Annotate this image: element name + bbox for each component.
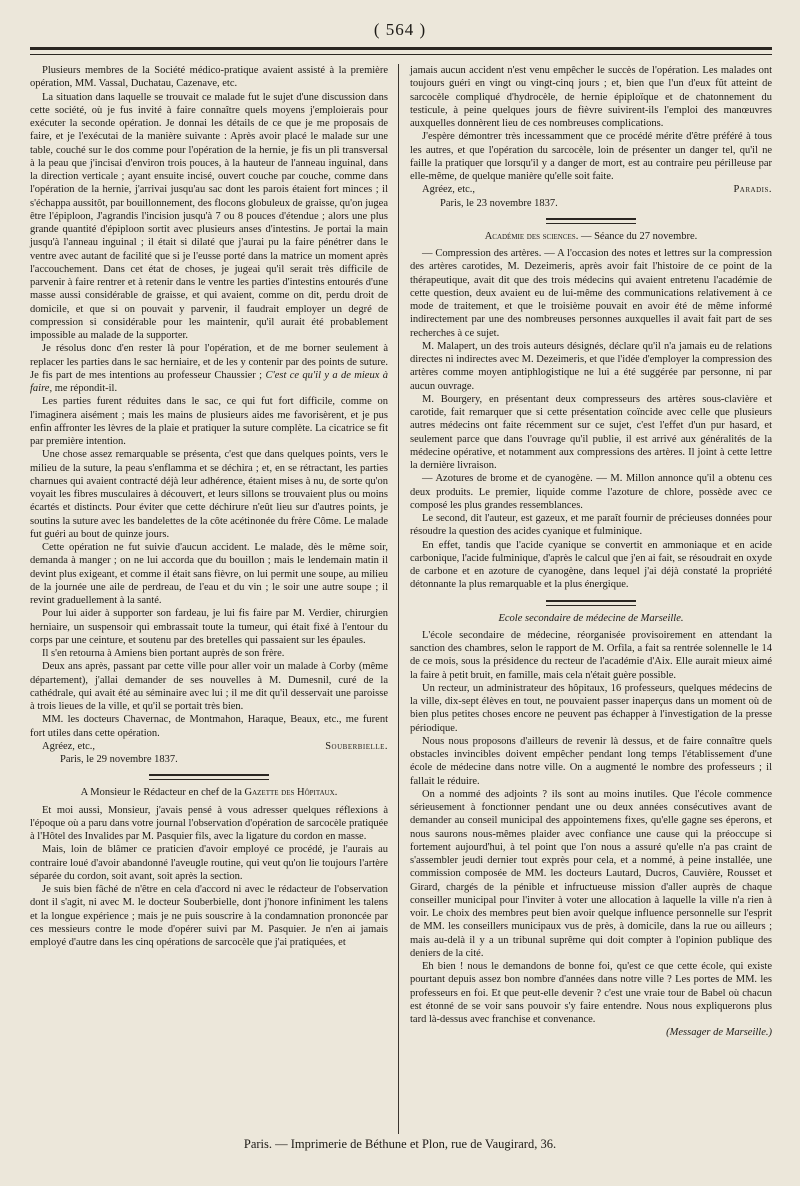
signature-line	[410, 183, 772, 196]
section-separator	[149, 774, 269, 780]
right-paragraph: Nous nous proposons d'ailleurs de revenir là dessus, et de faire connaître quels obstacles invincibles doivent empêcher pendant long temps l'établissement d'une école de médecine dans notre ville. On a augmenté le nombre des professeurs ; il fallait le réduire.	[410, 735, 772, 787]
right-paragraph: M. Bourgery, en présentant deux compresseurs des artères sous-clavière et carotide, fait remarquer que si cette présentation coïncide avec celle que plusieurs autres médecins ont faite récemment sur ce sujet, c'est l'effet d'un pur hasard, et seulement parce que dans l'ouvrage qu'il publie, il est arrivé aux généralités de la médecine opérative, et notamment aux compressions des artères. Il joint à cette lettre la dernière livraison.	[410, 393, 772, 471]
signature-line	[30, 740, 388, 753]
column-divider	[398, 64, 399, 1134]
text-run: Je résolus donc d'en rester là pour l'opération, et de me borner seulement à replacer les parties dans le sac herniaire, et de les y contenir par des points de suture. Je fis part de mes intentions au professeur Chaussier ;	[30, 343, 388, 381]
page-number: ( 564 )	[373, 20, 427, 39]
academie-heading	[410, 230, 772, 243]
source-citation: (Messager de Marseille.)	[666, 1027, 772, 1039]
left-paragraph: La situation dans laquelle se trouvait ce malade fut le sujet d'une discussion dans cette société, où je fus invité à faire connaître quels moyens j'emploierais pour exécuter la seconde opération. Je donnai les détails de ce que je me proposais de faire, et je l'exécutai de la manière suivante : Après avoir placé le malade sur une table, couché sur le dos comme pour l'opération de la hernie, je fis un pli transversal à la peau que j'incisai d'environ trois pouces, à la hauteur de l'anneau inguinal, dans la direction verticale ; ayant ensuite incisé, ouvert couche par couche, comme dans l'opération de la hernie, j'arrivai jusqu'au sac dont les parois étaient fort minces ; il s'échappa aussitôt, par bouillonnement, des flocons globuleux de graisse, qu'on jugea être l'épiploon, J'agrandis l'incision jusqu'à 7 ou 8 pouces d'étendue ; alors une plus grande quantité d'épiploon sortit avec plusieurs anses d'intestins. Je portai la main jusqu'à l'anneau inguinal ; il était si dilaté que j'aurai pu la faire pénétrer dans le ventre avec autant de facilité que si je l'eusse porté dans la matrice un moment après l'accouchement. Dans cet état de choses, je jugeai qu'il serait très difficile de parvenir à faire rentrer et à retenir dans le ventre les parties d'intestins entourés d'une masse aussi considérable de graisse, et qui avaient, comme on dit, perdu droit de domicile, et que si on pouvait y parvenir, il faudrait employer un degré de compression si considérable pour les maintenir, qu'il aurait été probablement impossible au malade de la supporter.	[30, 91, 388, 341]
right-paragraph: M. Malapert, un des trois auteurs désignés, déclare qu'il n'a jamais eu de relations directes ni indirectes avec M. Dezeimeris, et que l'idée d'employer la compression des artères comme moyen antiphlogistique ne lui a été suggérée par personne, ni par aucun ouvrage.	[410, 340, 772, 392]
heading-text: A Monsieur le Rédacteur en chef de la	[80, 787, 245, 799]
date-line: Paris, le 23 novembre 1837.	[440, 197, 558, 209]
right-paragraph: — Azotures de brome et de cyanogène. — M. Millon annonce qu'il a obtenu ces deux produits. Le premier, liquide comme l'azoture de chlore, possède avec ce composé les plus grandes ressemblances.	[410, 473, 772, 511]
section-separator	[546, 218, 636, 224]
heading-journal-name: Gazette des Hôpitaux.	[244, 787, 338, 799]
right-paragraph: L'école secondaire de médecine, réorganisée provisoirement en attendant la sanction des chambres, selon le rapport de M. Orfila, a fait sa rentrée solennelle le 14 de ce mois, sous la présidence du recteur de l'académie d'Aix. Elle aurait mieux aimé la faire à petit bruit, en famille, mais cela n'était guère possible.	[410, 629, 772, 681]
section-separator	[546, 600, 636, 606]
top-rule	[30, 47, 772, 55]
closing-text: Agréez, etc.,	[422, 184, 476, 196]
date-line: Paris, le 29 novembre 1837.	[60, 754, 178, 765]
letter-heading	[30, 786, 388, 799]
author-signature: Paradis.	[733, 184, 772, 196]
left-paragraph: Plusieurs membres de la Société médico-pratique avaient assisté à la première opération, MM. Vassal, Duchatau, Cazenave, etc.	[30, 65, 388, 90]
right-paragraph: Un recteur, un administrateur des hôpitaux, 16 professeurs, quelques médecins de la ville, dix-sept élèves en tout, ne pouvaient passer inaperçus dans un moment où de bien plus petites choses encore ne peuvent pas échapper à l'investigation de la presse périodique.	[410, 682, 772, 734]
left-paragraph: Il s'en retourna à Amiens bien portant auprès de son frère.	[42, 648, 285, 659]
text-run: me répondit-il.	[52, 383, 118, 394]
right-paragraph: jamais aucun accident n'est venu empêcher le succès de l'opération. Les malades ont toujours guéri en vingt ou vingt-cinq jours ; et, bien que l'un d'eux fût atteint de sarcocèle compliqué d'hydrocèle, de hernie épiploïque et de chatonnement du testicule, à peine quelques jours de fièvre suivirent-ils l'emploi des manœuvres auxquelles donnèrent lieu de ces nombreuses complications.	[410, 65, 772, 129]
right-paragraph: En effet, tandis que l'acide cyanique se convertit en ammoniaque et en acide carbonique, l'acide fulminique, d'après le calcul que j'en ai fait, se résoudrait en oxyde de carbone et en azoture de cyanogène, dans lequel j'ai déjà constaté la propriété détonnante la plus remarquable et la plus énergique.	[410, 539, 772, 591]
right-paragraph: J'espère démontrer très incessamment que ce procédé mérite d'être préféré à tous les autres, et que l'opération du sarcocèle, loin de présenter un danger tel, qu'il ne faille la pratiquer que lorsqu'il y a danger de mort, est au contraire peu périlleuse par elle-même, de quelque manière qu'elle soit faite.	[410, 131, 772, 182]
left-paragraph: Et moi aussi, Monsieur, j'avais pensé à vous adresser quelques réflexions à l'époque où a paru dans votre journal l'observation d'opération de sarcocèle pratiquée à l'Hôtel des Invalides par M. Pasquier fils, avec la ligature du cordon en masse.	[30, 804, 388, 842]
right-column	[410, 64, 772, 1040]
right-paragraph: — Compression des artères. — A l'occasion des notes et lettres sur la compression des artères carotides, M. Dezeimeris, après avoir fait l'histoire de ce point de la thérapeutique, avait dit que des trois médecins qui avaient entretenu l'académie de cette question, deux avaient eu de lui-même des communications relativement à ce mode de traitement, et que le troisième pouvait en avoir été de même informé indirectement par une des nombreuses personnes auxquelles il avait fait part de ses recherches à ce sujet.	[410, 248, 772, 339]
quote-text: C'est ce qu'il y a de mieux à faire,	[30, 369, 388, 394]
right-paragraph: On a nommé des adjoints ? ils sont au moins inutiles. Que l'école commence sérieusement à fonctionner pendant une ou deux années consécutives avant de demander au conseil municipal des appointemens fixes, qu'elle gagne ses éperons, et nous saurons nous-mêmes plaider avec confiance une cause qui la préoccupe si fortement aujourd'hui, à tel point que l'on nous a assuré qu'elle n'a pas craint de s'assembler jeudi dernier tout exprès pour cela, et a nommé, à peine installée, une commission composée de MM. les docteurs Lautard, Ducros, Cauvière, Rousset et Girard, chargés de la pénible et infructueuse mission d'aller auprès de chaque conseiller municipal pour l'inviter à voter une allocation à laquelle la ville n'a rien à voir. Le choix des membres peut bien avoir quelque influence personnelle sur l'esprit de MM. les conseillers municipaux vus de près, à domicile, dans la rue ou ailleurs ; mais au-delà il y a un tribunal suprême qui doit compter à l'opinion publique des deniers de la cité.	[410, 788, 772, 959]
left-paragraph: MM. les docteurs Chavernac, de Montmahon, Haraque, Beaux, etc., me furent fort utiles dans cette opération.	[30, 714, 388, 739]
left-paragraph: Pour lui aider à supporter son fardeau, je lui fis faire par M. Verdier, chirurgien herniaire, un suspensoir qui embrassait toute la tumeur, qui était fixé à l'entour du corps par une ceinture, et soutenu par des bretelles qui passaient sur les épaules.	[30, 608, 388, 646]
right-paragraph: Eh bien ! nous le demandons de bonne foi, qu'est ce que cette école, qui existe pourtant depuis assez bon nombre d'années dans notre ville ? Les portes de MM. les professeurs en foi. Et que peut-elle devenir ? c'est une vraie tour de Babel où chacun est étonné de se voir sans pouvoir s'y faire entendre. Nous nous expliquerons plus tard là-dessus avec franchise et convenance.	[410, 961, 772, 1025]
left-paragraph: Les parties furent réduites dans le sac, ce qui fut fort difficile, comme on l'imaginera aisément ; mais les mains de plusieurs aides me favorisèrent, et je pus enfin affronter les lèvres de la plaie et pratiquer la suture complète. La cicatrice se fit par première intention.	[30, 396, 388, 447]
left-paragraph: Mais, loin de blâmer ce praticien d'avoir employé ce procédé, je l'aurais au contraire loué d'avoir abandonné l'aveugle routine, qui veut qu'on lie toujours l'artère séparée du cordon, soit avant, soit après la section.	[30, 844, 388, 882]
printer-footer: Paris. — Imprimerie de Béthune et Plon, rue de Vaugirard, 36.	[243, 1137, 557, 1151]
heading-session: — Séance du 27 novembre.	[578, 230, 698, 242]
left-paragraph: Deux ans après, passant par cette ville pour aller voir un malade à Corby (même département), j'allai demander de ses nouvelles à M. Dumesnil, curé de la cathédrale, qui avait été au séminaire avec lui ; il me dit qu'il desservait une paroisse à trois lieues de la ville, et qu'il se portait très bien.	[30, 661, 388, 712]
heading-institution: Académie des sciences.	[484, 230, 579, 242]
left-paragraph	[30, 342, 388, 395]
left-paragraph: Je suis bien fâché de n'être en cela d'accord ni avec le rédacteur de l'observation dont il s'agit, ni avec M. le docteur Souberbielle, dont j'honore infiniment les talens et la longue expérience ; mais je ne puis souscrire à la condamnation prononcée par ces messieurs contre le mode d'opérer suivi par M. Pasquier. Je n'en ai jamais employé d'autre dans les cinq opérations de sarcocèle que j'ai pratiquées, et	[30, 884, 388, 948]
ecole-heading: Ecole secondaire de médecine de Marseille.	[498, 612, 684, 624]
left-column	[30, 64, 388, 949]
left-paragraph: Cette opération ne fut suivie d'aucun accident. Le malade, dès le même soir, demanda à manger ; on ne lui accorda que du bouillon ; mais le lendemain matin il devint plus exigeant, et comme il était sans fièvre, on lui permit une soupe, au milieu de la journée une aile de perdreau, de l'eau et du vin ; le soir une autre soupe ; il revint graduellement à la santé.	[30, 542, 388, 606]
author-signature: Souberbielle.	[325, 740, 388, 752]
right-paragraph: Le second, dit l'auteur, est gazeux, et me paraît fournir de précieuses données pour résoudre la question des acides cyanique et fulminique.	[410, 513, 772, 538]
left-paragraph: Une chose assez remarquable se présenta, c'est que dans quelques points, vers le milieu de la suture, la peau s'enflamma et se déchira ; et, en se rétractant, les parties charnues qui avaient contracté déjà leur adhérence, étaient mises à nu, de sorte qu'on voyait les fibres musculaires à découvert, et leurs sillons se trouvaient plus ou moins écartés et distincts. Pour éviter que cette déchirure n'eût lieu sur d'autres points, je soutins la suture avec les bandelettes de la côte acétinonée du frère Côme. Le malade fut guéri au bout de quinze jours.	[30, 449, 388, 540]
closing-text: Agréez, etc.,	[42, 740, 96, 752]
